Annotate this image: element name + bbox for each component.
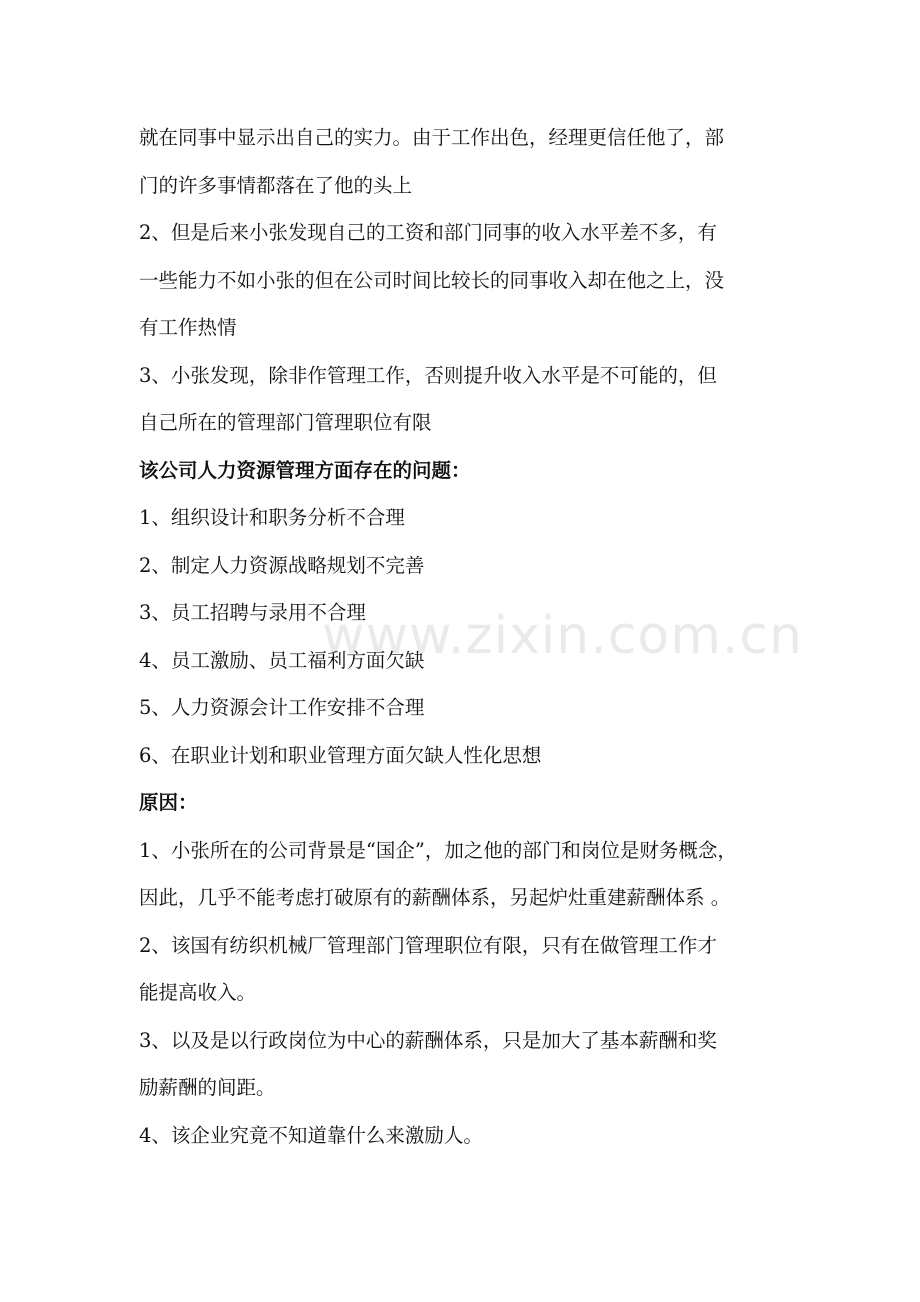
text-line: 门的许多事情都落在了他的头上 <box>139 173 413 197</box>
text-line: 3、小张发现，除非作管理工作，否则提升收入水平是不可能的，但 <box>139 363 717 387</box>
list-item: 3、员工招聘与录用不合理 <box>139 601 366 624</box>
text-line: 有工作热情 <box>139 316 237 339</box>
text-line: 3、以及是以行政岗位为中心的薪酬体系，只是加大了基本薪酬和奖 <box>139 1028 717 1052</box>
text-line: 1、小张所在的公司背景是“国企”，加之他的部门和岗位是财务概念， <box>139 838 737 862</box>
list-item: 2、制定人力资源战略规划不完善 <box>139 553 425 577</box>
text-line: 就在同事中显示出自己的实力。由于工作出色，经理更信任他了，部 <box>139 126 725 149</box>
section-heading-reasons: 原因： <box>139 791 198 814</box>
list-item: 6、在职业计划和职业管理方面欠缺人性化思想 <box>139 743 542 767</box>
text-line: 励薪酬的间距。 <box>139 1076 276 1099</box>
section-heading-problems: 该公司人力资源管理方面存在的问题： <box>139 458 471 482</box>
text-line: 因此，几乎不能考虑打破原有的薪酬体系，另起炉灶重建薪酬体系 。 <box>139 886 731 909</box>
list-item: 1、组织设计和职务分析不合理 <box>139 506 405 529</box>
text-line: 4、该企业究竟不知道靠什么来激励人。 <box>139 1123 483 1147</box>
text-line: 2、该国有纺织机械厂管理部门管理职位有限，只有在做管理工作才 <box>139 933 717 957</box>
list-item: 5、人力资源会计工作安排不合理 <box>139 696 425 719</box>
text-line: 能提高收入。 <box>139 981 257 1004</box>
list-item: 4、员工激励、员工福利方面欠缺 <box>139 648 425 672</box>
document-body <box>139 116 803 1161</box>
text-line: 自己所在的管理部门管理职位有限 <box>139 411 432 434</box>
text-line: 一些能力不如小张的但在公司时间比较长的同事收入却在他之上，没 <box>139 268 725 292</box>
watermark: www.zixin.com.cn <box>322 606 803 666</box>
text-line: 2、但是后来小张发现自己的工资和部门同事的收入水平差不多，有 <box>139 221 717 244</box>
